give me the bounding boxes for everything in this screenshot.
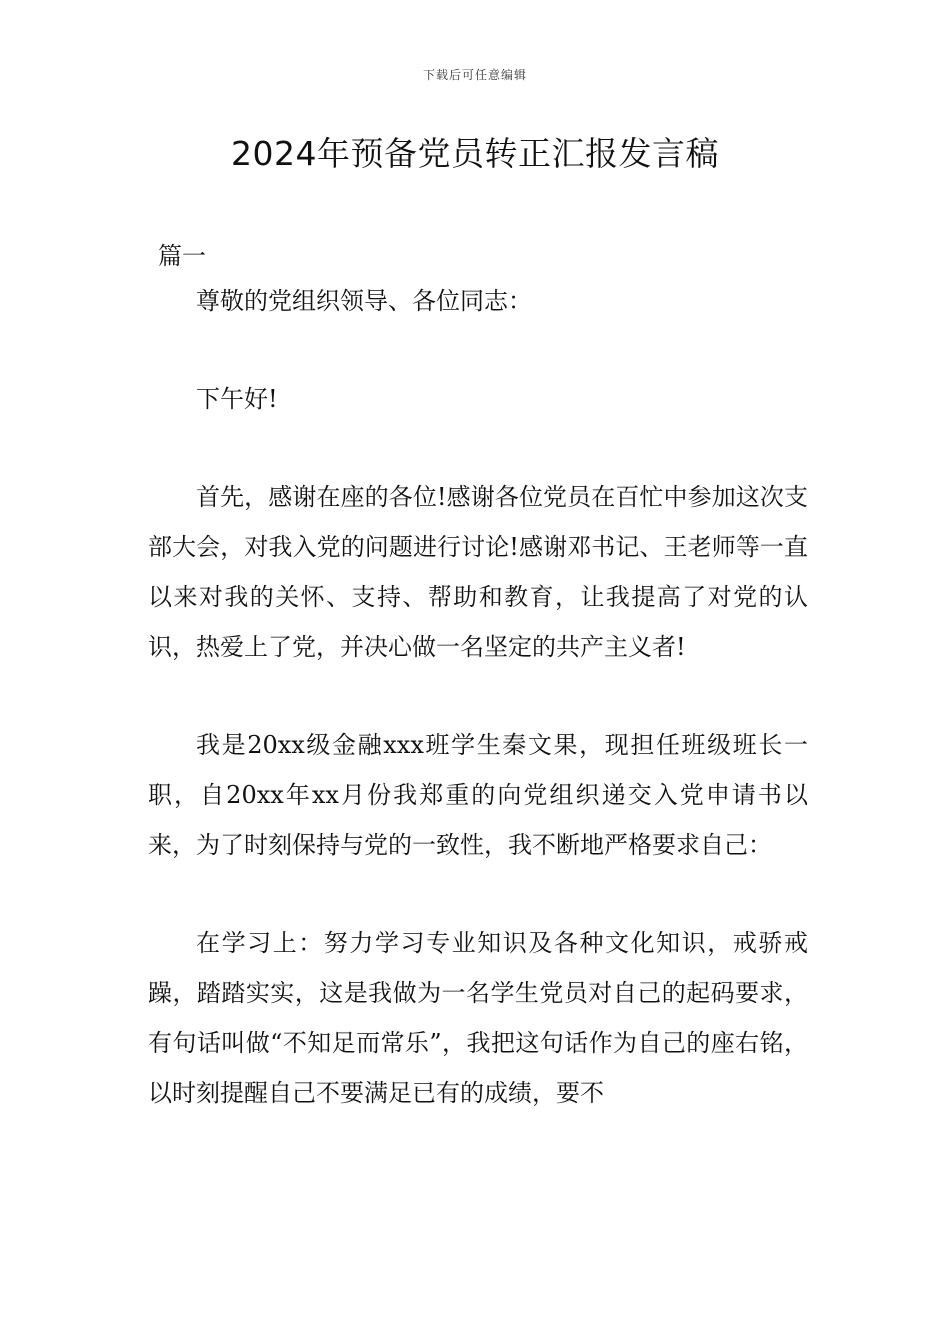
body-paragraph: 首先，感谢在座的各位!感谢各位党员在百忙中参加这次支部大会，对我入党的问题进行讨论!感谢邓书记、王老师等一直以来对我的关怀、支持、帮助和教育，让我提高了对党的认识，热爱上了党，并决心做一名坚定的共产主义者! — [148, 483, 808, 661]
paragraph-gap — [148, 424, 808, 472]
paragraph-gap — [148, 326, 808, 374]
document-body — [148, 276, 808, 1118]
paragraph-gap — [148, 870, 808, 918]
greeting: 下午好! — [196, 385, 278, 413]
salutation: 尊敬的党组织领导、各位同志： — [196, 287, 532, 315]
body-paragraph: 在学习上：努力学习专业知识及各种文化知识，戒骄戒躁，踏踏实实，这是我做为一名学生党员对自己的起码要求，有句话叫做“不知足而常乐”，我把这句话作为自己的座右铭，以时刻提醒自己不要满足已有的成绩，要不 — [148, 929, 808, 1107]
body-paragraph: 我是20xx级金融xxx班学生秦文果，现担任班级班长一职，自20xx年xx月份我郑重的向党组织递交入党申请书以来，为了时刻保持与党的一致性，我不断地严格要求自己： — [148, 731, 808, 859]
header-note: 下载后可任意编辑 — [422, 68, 527, 82]
paragraph-gap — [148, 672, 808, 720]
document-title: 2024年预备党员转正汇报发言稿 — [231, 134, 719, 173]
section-label: 篇一 — [158, 242, 206, 270]
